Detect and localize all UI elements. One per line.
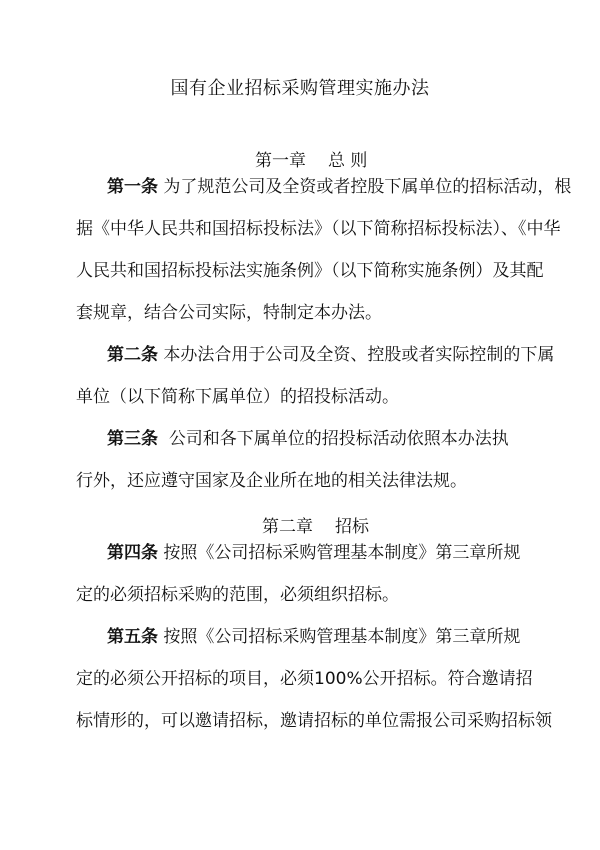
article-4-line-1 (107, 542, 520, 564)
chapter-name: 招标 (335, 517, 369, 537)
article-1-line-4: 套规章，结合公司实际，特制定本办法。 (76, 303, 382, 323)
article-text: 按照《公司招标采购管理基本制度》第三章所规 (163, 627, 521, 647)
article-text: 为了规范公司及全资或者控股下属单位的招标活动，根 (163, 177, 572, 197)
article-label: 第一条 (107, 177, 158, 197)
article-1-line-2: 据《中华人民共和国招标投标法》（以下简称招标投标法）、《中华 (76, 219, 561, 239)
article-label: 第二条 (107, 345, 158, 365)
article-label: 第五条 (107, 627, 158, 647)
chapter-heading-2 (262, 512, 369, 537)
article-5-line-3: 标情形的，可以邀请招标，邀请招标的单位需报公司采购招标领 (76, 711, 552, 731)
article-text: 本办法合用于公司及全资、控股或者实际控制的下属 (163, 345, 555, 365)
article-label: 第四条 (107, 543, 158, 563)
article-1-line-3: 人民共和国招标投标法实施条例》（以下简称实施条例）及其配 (76, 261, 544, 281)
article-2-line-2: 单位（以下简称下属单位）的招投标活动。 (76, 387, 399, 407)
article-2-line-1 (107, 344, 554, 366)
article-3-line-2: 行外，还应遵守国家及企业所在地的相关法律法规。 (76, 471, 467, 491)
article-1-line-1 (107, 176, 571, 198)
chapter-heading-1 (255, 146, 367, 171)
article-3-line-1 (107, 428, 509, 450)
article-5-line-1 (107, 626, 520, 648)
chapter-name: 总 则 (328, 151, 368, 171)
chapter-number: 第二章 (262, 517, 313, 537)
document-title: 国有企业招标采购管理实施办法 (170, 78, 430, 99)
chapter-number: 第一章 (255, 151, 306, 171)
article-label: 第三条 (107, 429, 158, 449)
article-5-line-2: 定的必须公开招标的项目，必须100%公开招标。符合邀请招 (76, 669, 533, 689)
article-4-line-2: 定的必须招标采购的范围，必须组织招标。 (76, 585, 399, 605)
article-text: 公司和各下属单位的招投标活动依照本办法执 (168, 429, 509, 449)
article-text: 按照《公司招标采购管理基本制度》第三章所规 (163, 543, 521, 563)
